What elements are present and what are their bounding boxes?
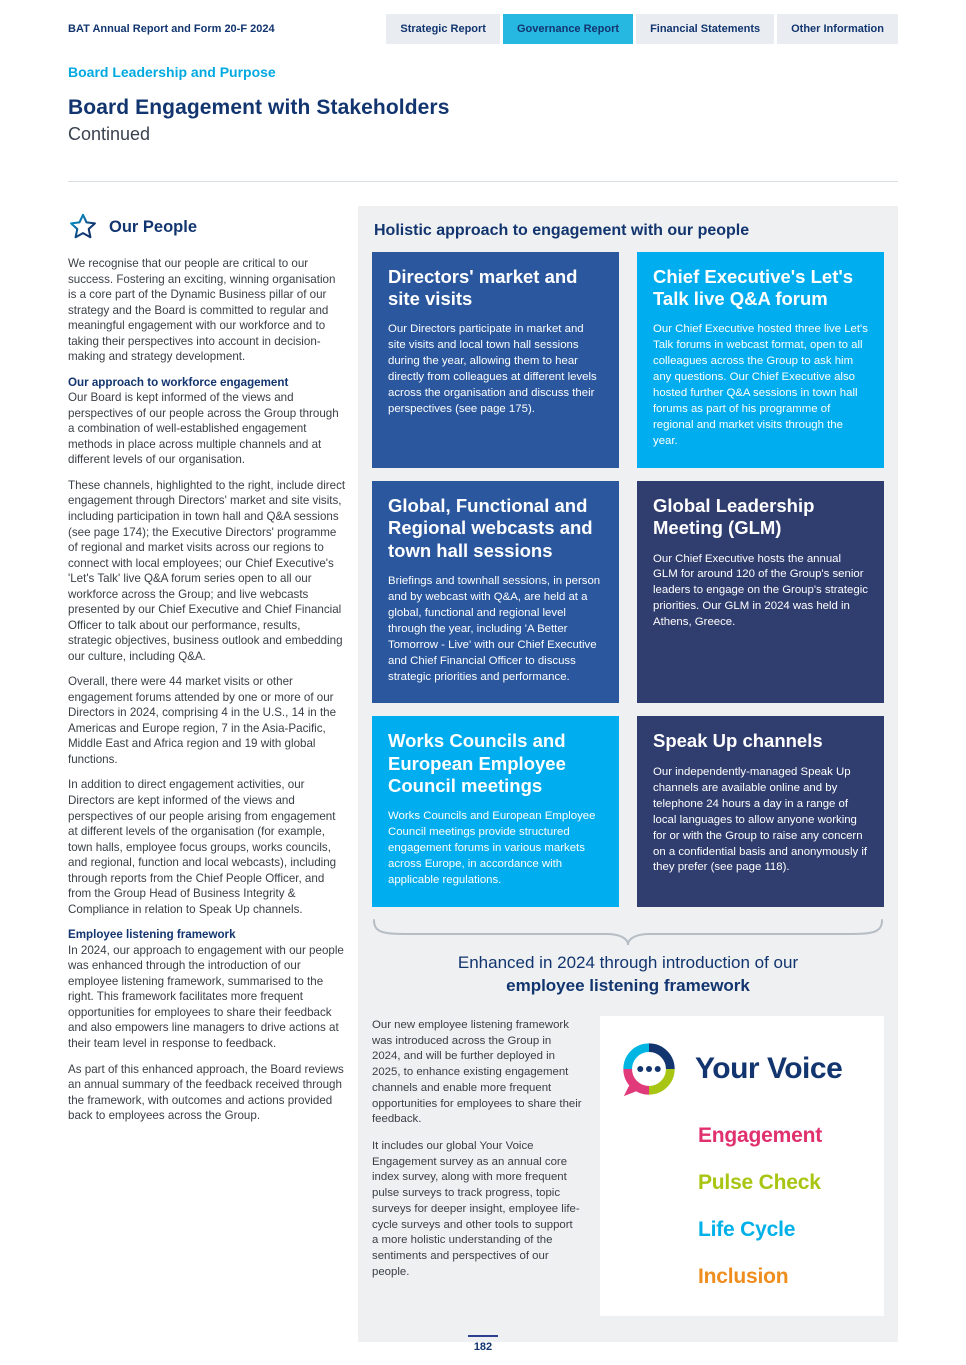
engagement-cards-grid (372, 252, 884, 907)
page-title: Board Engagement with Stakeholders (68, 96, 450, 119)
paragraph: Our new employee listening framework was introduced across the Group in 2024, and will be further deployed in 2025, to enhance existing engagement channels and enable more frequent opportunities for employees to share their feedback. (372, 1018, 582, 1126)
card-body: Works Councils and European Employee Council meetings provide structured engagement forums in various markets across Europe, in accordance with applicable regulations. (388, 810, 596, 886)
report-nav-tabs (386, 14, 898, 44)
our-people-heading-row (68, 212, 346, 242)
card-lets-talk-qa-forum (637, 252, 884, 468)
enhanced-caption (372, 953, 884, 996)
card-directors-market-site-visits (372, 252, 619, 468)
your-voice-bubble-icon (618, 1038, 680, 1100)
card-body: Our independently-managed Speak Up channels are available online and by telephone 24 hours a day in a range of local languages to allow anyone working for or with the Group to raise any concern on a confidential basis and anonymously if they prefer (see page 118). (653, 765, 868, 874)
card-title: Global, Functional and Regional webcasts and town hall sessions (388, 495, 593, 561)
report-title: BAT Annual Report and Form 20-F 2024 (68, 23, 275, 35)
top-bar (68, 14, 898, 44)
our-people-heading: Our People (109, 217, 198, 236)
subheading-workforce-engagement: Our approach to workforce engagement (68, 375, 289, 389)
card-title: Works Councils and European Employee Council meetings (388, 730, 566, 796)
paragraph: In addition to direct engagement activities, our Directors are kept informed of the views and perspectives of our people arising from engagement at different levels of the organisation (for example, town halls, employee focus groups, works councils, and regional, function and local webcasts), including through reports from the Chief People Officer, and from the Group Head of Business Integrity & Compliance in relation to Speak Up channels. (68, 778, 337, 916)
framework-section (372, 1016, 884, 1316)
paragraph: It includes our global Your Voice Engagement survey as an annual core index survey, along with more frequent pulse surveys to track progress, topic surveys for deeper insight, employee life-cycle surveys and other tools to support a more holistic understanding of the sentiments and perspectives of our people. (372, 1140, 580, 1278)
card-body: Our Directors participate in market and site visits and local town hall sessions during the year, allowing them to hear directly from colleagues at different levels across the organisation and discuss their perspectives (see page 175). (388, 323, 597, 416)
paragraph: We recognise that our people are critical to our success. Fostering an exciting, winning organisation is a core part of the Dynamic Business pillar of our strategy and the Board is committed to regular and meaningful engagement with our workforce and to taking their perspectives into account in decision-making and strategy development. (68, 257, 336, 364)
framework-text-column (372, 1016, 582, 1316)
tab-strategic-report[interactable]: Strategic Report (386, 14, 500, 44)
card-title: Directors' market and site visits (388, 266, 578, 310)
paragraph: As part of this enhanced approach, the Board reviews an annual summary of the feedback received through the framework, with outcomes and actions provided back to employees across the Group. (68, 1062, 344, 1123)
tab-governance-report[interactable]: Governance Report (503, 14, 633, 44)
your-voice-items (618, 1124, 866, 1289)
page-footer (0, 1335, 966, 1355)
enhanced-caption-line2: employee listening framework (506, 975, 750, 995)
card-works-councils (372, 716, 619, 906)
paragraph: Overall, there were 44 market visits or other engagement forums attended by one or more of our Directors in 2024, comprising 4 in the U.S., 14 in the Americas and Europe region, 7 in the Asia-Pacific, Middle East and Africa region and 19 with global functions. (68, 675, 337, 766)
star-icon (68, 212, 98, 242)
paragraph: Our Board is kept informed of the views and perspectives of our people across the Group through a combination of well-established engagement methods in place across multiple channels and at different levels of our organisation. (68, 391, 339, 467)
card-title: Chief Executive's Let's Talk live Q&A forum (653, 266, 854, 310)
card-title: Speak Up channels (653, 730, 823, 752)
subheading-employee-listening-framework: Employee listening framework (68, 928, 236, 942)
brace-graphic (372, 917, 884, 947)
panel-heading: Holistic approach to engagement with our people (374, 222, 750, 239)
tab-financial-statements[interactable]: Financial Statements (636, 14, 774, 44)
your-voice-item-inclusion: Inclusion (698, 1264, 789, 1288)
card-body: Our Chief Executive hosts the annual GLM for around 120 of the Group's senior leaders to engage on the Group's strategic priorities. Our GLM in 2024 was held in Athens, Greece. (653, 552, 868, 629)
tab-other-information[interactable]: Other Information (777, 14, 898, 44)
section-label: Board Leadership and Purpose (68, 64, 276, 80)
page-subtitle: Continued (68, 124, 151, 144)
your-voice-card (600, 1016, 884, 1316)
header-divider (68, 181, 898, 182)
paragraph: These channels, highlighted to the right, include direct engagement through Directors' market and site visits, including participation in town hall and Q&A sessions (see page 174); the Executive Directors' programme of regional and market visits across our regions to connect with local employees; our Chief Executive's 'Let's Talk' live Q&A forum series open to all our workforce across the Group; and live webcasts presented by our Chief Executive and Chief Financial Officer to talk about our performance, results, strategic objectives, business outlook and embedding our culture, including Q&A. (68, 478, 346, 663)
card-title: Global Leadership Meeting (GLM) (653, 495, 815, 539)
engagement-panel (358, 206, 898, 1342)
your-voice-wordmark: Your Voice (695, 1051, 843, 1085)
enhanced-caption-line1: Enhanced in 2024 through introduction of our (457, 952, 799, 972)
your-voice-item-pulse-check: Pulse Check (698, 1170, 821, 1194)
main-content (68, 206, 898, 1342)
card-speak-up-channels (637, 716, 884, 906)
left-column (68, 206, 346, 1124)
your-voice-item-engagement: Engagement (698, 1123, 823, 1147)
card-webcasts-town-halls (372, 481, 619, 703)
your-voice-logo (618, 1038, 866, 1100)
card-body: Our Chief Executive hosted three live Let's Talk forums in webcast format, open to all colleagues across the Group to ask him any questions. Our Chief Executive also hosted further Q&A sessions in town hall forums as part of his programme of regional and market visits through the year. (653, 323, 868, 448)
page-number: 182 (468, 1335, 498, 1353)
your-voice-item-life-cycle: Life Cycle (698, 1217, 796, 1241)
paragraph: In 2024, our approach to engagement with our people was enhanced through the introduction of our employee listening framework, summarised to the right. This framework facilitates more frequent opportunities for employees to share their feedback and also empowers line managers to drive actions at their team level in response to feedback. (68, 943, 344, 1050)
card-global-leadership-meeting (637, 481, 884, 703)
card-body: Briefings and townhall sessions, in person and by webcast with Q&A, are held at a global, functional and regional level through the year, including 'A Better Tomorrow - Live' with our Chief Executive and Chief Financial Officer to discuss strategic priorities and performance. (388, 574, 601, 683)
